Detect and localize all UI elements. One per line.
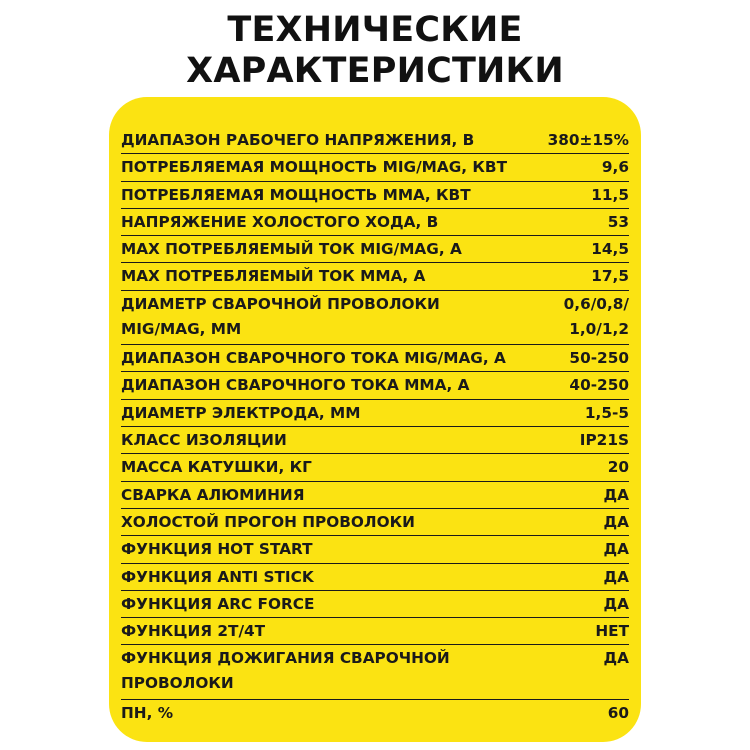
spec-value: 53 — [607, 212, 629, 231]
spec-label: MAX ПОТРЕБЛЯЕМЫЙ ТОК ММА, А — [121, 267, 426, 286]
spec-value: 380±15% — [547, 131, 629, 149]
spec-label: ПН, % — [121, 703, 174, 722]
spec-value: 11,5 — [591, 185, 629, 204]
spec-row — [121, 454, 629, 481]
spec-row — [121, 291, 629, 345]
spec-value: 20 — [607, 458, 629, 477]
spec-label: МАССА КАТУШКИ, КГ — [121, 458, 312, 477]
spec-label: КЛАСС ИЗОЛЯЦИИ — [121, 431, 287, 450]
spec-value: IP21S — [579, 431, 629, 450]
spec-row — [121, 372, 629, 399]
spec-value: ДА — [603, 567, 629, 586]
spec-value: ДА — [603, 512, 629, 531]
spec-row — [121, 427, 629, 454]
spec-value: НЕТ — [595, 622, 629, 641]
spec-row — [121, 645, 629, 699]
spec-value: ДА — [603, 649, 629, 668]
spec-label: ДИАПАЗОН СВАРОЧНОГО ТОКА ММА, А — [121, 376, 470, 395]
spec-label: ПОТРЕБЛЯЕМАЯ МОЩНОСТЬ MIG/MAG, КВТ — [121, 158, 508, 177]
spec-label: ДИАМЕТР СВАРОЧНОЙ ПРОВОЛОКИ MIG/MAG, ММ — [121, 294, 440, 338]
spec-label: НАПРЯЖЕНИЕ ХОЛОСТОГО ХОДА, В — [121, 212, 439, 231]
spec-label: ДИАПАЗОН РАБОЧЕГО НАПРЯЖЕНИЯ, В — [121, 131, 475, 149]
spec-row — [121, 182, 629, 209]
spec-label: ФУНКЦИЯ ДОЖИГАНИЯ СВАРОЧНОЙ ПРОВОЛОКИ — [121, 649, 450, 693]
spec-value: 17,5 — [591, 267, 629, 286]
spec-label: ДИАМЕТР ЭЛЕКТРОДА, ММ — [121, 403, 361, 422]
spec-row — [121, 400, 629, 427]
spec-label: ДИАПАЗОН СВАРОЧНОГО ТОКА MIG/MAG, А — [121, 349, 506, 368]
page-title-line-2: ХАРАКТЕРИСТИКИ — [186, 51, 564, 91]
spec-label: ФУНКЦИЯ ANTI STICK — [121, 567, 314, 586]
spec-label: ПОТРЕБЛЯЕМАЯ МОЩНОСТЬ ММА, КВТ — [121, 185, 471, 204]
spec-label: ФУНКЦИЯ HOT START — [121, 540, 313, 559]
spec-label: ФУНКЦИЯ ARC FORCE — [121, 594, 315, 613]
spec-row — [121, 700, 629, 727]
spec-row — [121, 127, 629, 154]
spec-row — [121, 209, 629, 236]
spec-value: 9,6 — [601, 158, 629, 177]
spec-row — [121, 345, 629, 372]
page-title — [0, 10, 750, 92]
spec-value: ДА — [603, 594, 629, 613]
spec-label: ХОЛОСТОЙ ПРОГОН ПРОВОЛОКИ — [121, 512, 415, 531]
spec-value: 1,5-5 — [584, 403, 629, 422]
spec-value: 60 — [607, 703, 629, 722]
spec-row — [121, 564, 629, 591]
spec-row — [121, 154, 629, 181]
page-title-line-1: ТЕХНИЧЕСКИЕ — [227, 10, 523, 50]
spec-value: 40-250 — [569, 376, 629, 395]
spec-value: 14,5 — [591, 240, 629, 259]
spec-row — [121, 591, 629, 618]
spec-row — [121, 263, 629, 290]
spec-row — [121, 618, 629, 645]
spec-row — [121, 536, 629, 563]
spec-row — [121, 482, 629, 509]
spec-value: ДА — [603, 540, 629, 559]
spec-table — [121, 127, 629, 727]
spec-label: ФУНКЦИЯ 2Т/4Т — [121, 622, 266, 641]
spec-value: 0,6/0,8/ 1,0/1,2 — [563, 294, 629, 338]
spec-value: 50-250 — [569, 349, 629, 368]
spec-row — [121, 236, 629, 263]
spec-value: ДА — [603, 485, 629, 504]
spec-label: MAX ПОТРЕБЛЯЕМЫЙ ТОК MIG/MAG, А — [121, 240, 462, 259]
spec-label: СВАРКА АЛЮМИНИЯ — [121, 485, 305, 504]
spec-row — [121, 509, 629, 536]
